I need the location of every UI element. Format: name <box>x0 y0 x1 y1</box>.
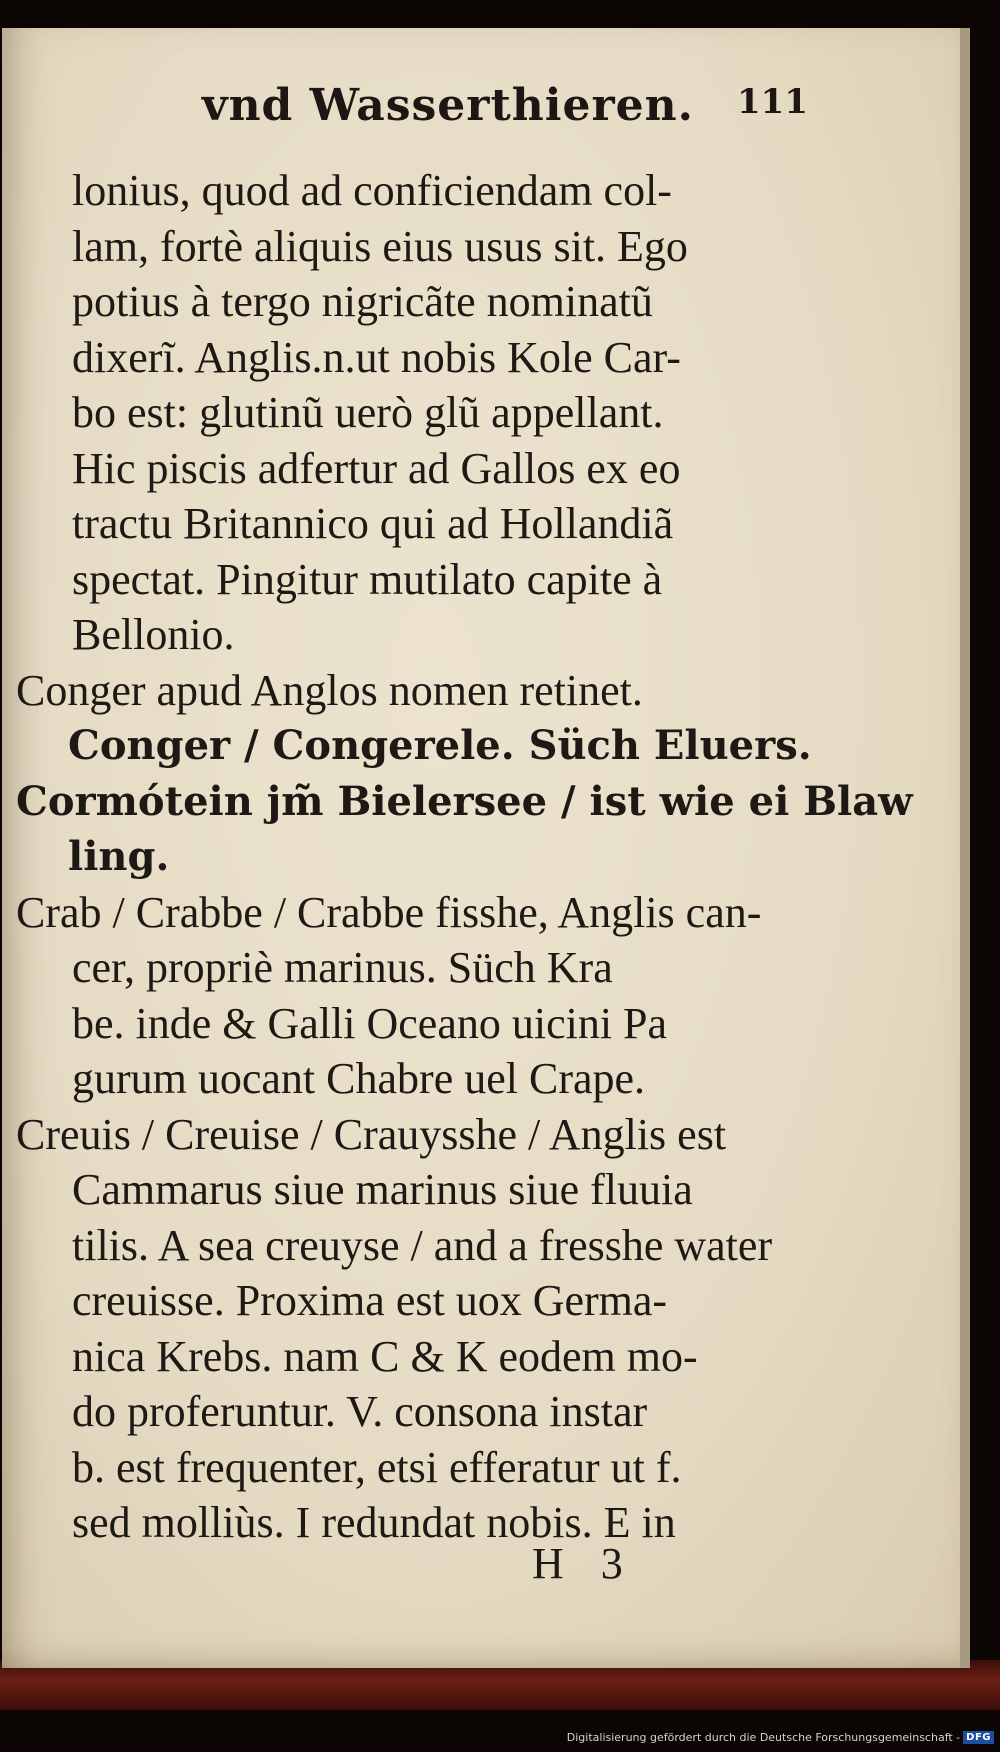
entry-heading-line: Cormótein jm̃ Bielersee / ist wie ei Blaw <box>16 777 913 825</box>
text-line: creuisse. Proxima est uox Germa- <box>72 1276 668 1325</box>
text-line: sed molliùs. I redundat nobis. E in <box>72 1498 676 1547</box>
text-line: dixerĩ. Anglis.n.ut nobis Kole Car- <box>72 332 681 382</box>
text-line: lonius, quod ad conficiendam col- <box>72 166 672 215</box>
text-line: b. est frequenter, etsi efferatur ut f. <box>72 1442 682 1492</box>
entry-heading-line: Creuis / Creuise / Crauysshe / Anglis est <box>16 1109 727 1159</box>
text-line: do proferuntur. V. consona instar <box>72 1387 648 1436</box>
digitization-credit <box>567 1731 994 1744</box>
text-line: potius à tergo nigricãte nominatũ <box>72 277 653 326</box>
blackletter-line: Conger / Congerele. Süch Eluers. <box>68 722 812 769</box>
text-line: tractu Britannico qui ad Hollandiã <box>72 499 674 548</box>
blackletter-line: ling. <box>68 833 170 880</box>
text-line: be. inde & Galli Oceano uicini Pa <box>72 998 668 1048</box>
text-line: lam, fortè aliquis eius usus sit. Ego <box>72 221 688 271</box>
text-block <box>16 163 913 1551</box>
entry-heading-line: Conger apud Anglos nomen retinet. <box>16 665 643 715</box>
running-head: vnd Wasserthieren. <box>202 80 694 131</box>
dfg-logo: DFG <box>963 1731 994 1744</box>
text-line: tilis. A sea creuyse / and a fresshe water <box>72 1220 773 1270</box>
page-number: 111 <box>737 82 808 122</box>
book-page <box>2 28 970 1668</box>
page-header <box>2 80 960 140</box>
signature-mark: H 3 <box>532 1539 623 1588</box>
text-line: gurum uocant Chabre uel Crape. <box>72 1054 646 1103</box>
text-line: cer, propriè marinus. Süch Kra <box>72 943 613 992</box>
text-line: bo est: glutinũ uerò glũ appellant. <box>72 388 664 437</box>
text-line: spectat. Pingitur mutilato capite à <box>72 554 663 604</box>
text-line: Cammarus siue marinus siue fluuia <box>72 1165 693 1214</box>
text-line: Bellonio. <box>72 610 235 659</box>
text-line: nica Krebs. nam C & K eodem mo- <box>72 1331 698 1381</box>
credit-text: Digitalisierung gefördert durch die Deutsche Forschungsgemeinschaft - <box>566 1731 961 1744</box>
entry-heading-line: Crab / Crabbe / Crabbe fisshe, Anglis can- <box>16 887 762 937</box>
text-line: Hic piscis adfertur ad Gallos ex eo <box>72 443 681 493</box>
